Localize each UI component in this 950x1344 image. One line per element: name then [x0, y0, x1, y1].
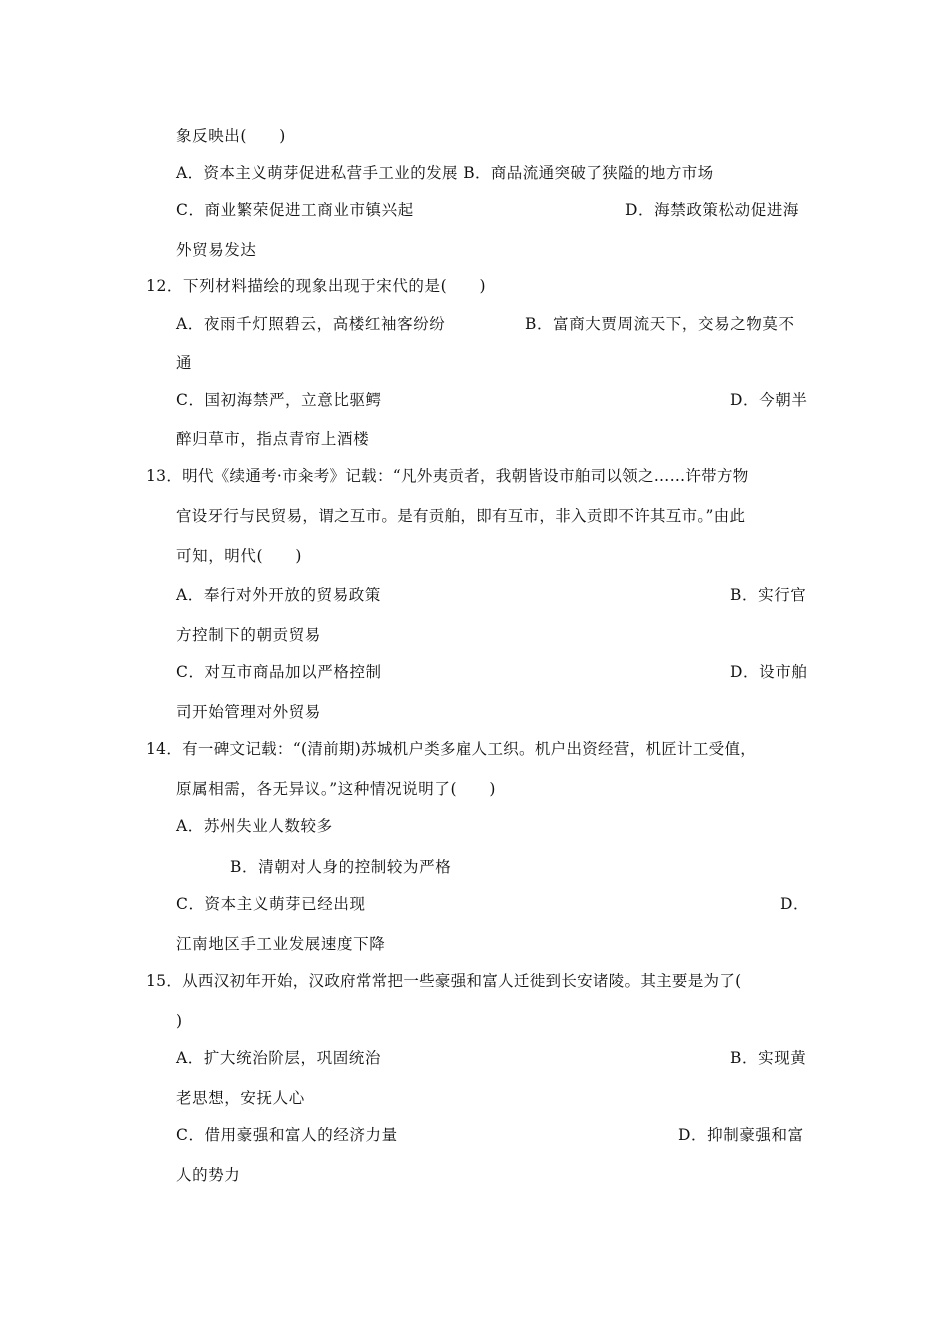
- q14-option-d-end: 江南地区手工业发展速度下降: [176, 935, 386, 953]
- q12-option-b-start: B．富商大贾周流天下，交易之物莫不: [525, 315, 795, 333]
- q11-option-d-start: D．海禁政策松动促进海: [625, 201, 800, 219]
- q13-option-d-end: 司开始管理对外贸易: [176, 703, 321, 721]
- q14-option-a: A．苏州失业人数较多: [176, 817, 333, 835]
- q13-stem-line3: 可知，明代( ): [176, 547, 302, 565]
- q15-stem-line2: ): [176, 1012, 183, 1030]
- q13-stem-line2: 官设牙行与民贸易，谓之互市。是有贡舶，即有互市，非入贡即不许其互市。”由此: [176, 507, 746, 525]
- q12-option-b-end: 通: [176, 354, 193, 372]
- q13-option-c: C．对互市商品加以严格控制: [176, 663, 382, 681]
- q13-stem-line1: 13．明代《续通考·市籴考》记载：“凡外夷贡者，我朝皆设市舶司以领之……许带方物: [146, 467, 749, 485]
- q15-option-b-start: B．实现黄: [730, 1049, 807, 1067]
- q15-option-a: A．扩大统治阶层，巩固统治: [176, 1049, 381, 1067]
- q14-stem-line1: 14．有一碑文记载：“(清前期)苏城机户类多雇人工织。机户出资经营，机匠计工受值，: [146, 740, 757, 758]
- q13-option-b-start: B．实行官: [730, 586, 807, 604]
- q13-option-d-start: D．设市舶: [730, 663, 808, 681]
- q13-option-a: A．奉行对外开放的贸易政策: [176, 586, 381, 604]
- q14-option-d-start: D．: [780, 895, 810, 913]
- q15-option-d-end: 人的势力: [176, 1166, 241, 1184]
- q12-option-d-end: 醉归草市，指点青帘上酒楼: [176, 430, 370, 448]
- q12-option-c: C．国初海禁严，立意比驱鳄: [176, 391, 382, 409]
- q15-option-b-end: 老思想，安抚人心: [176, 1089, 305, 1107]
- q13-option-b-end: 方控制下的朝贡贸易: [176, 626, 321, 644]
- q11-option-d-end: 外贸易发达: [176, 241, 257, 259]
- q14-stem-line2: 原属相需，各无异议。”这种情况说明了( ): [176, 780, 496, 798]
- q14-option-b: B．清朝对人身的控制较为严格: [230, 858, 452, 876]
- q15-option-d-start: D．抑制豪强和富: [678, 1126, 804, 1144]
- q11-option-c: C．商业繁荣促进工商业市镇兴起: [176, 201, 414, 219]
- q11-stem-end: 象反映出( ): [176, 127, 286, 145]
- q12-stem: 12．下列材料描绘的现象出现于宋代的是( ): [146, 277, 487, 295]
- q11-options-a-b: A．资本主义萌芽促进私营手工业的发展 B．商品流通突破了狭隘的地方市场: [176, 164, 714, 182]
- q15-stem-line1: 15．从西汉初年开始，汉政府常常把一些豪强和富人迁徙到长安诸陵。其主要是为了(: [146, 972, 742, 990]
- q12-option-a: A．夜雨千灯照碧云，高楼红袖客纷纷: [176, 315, 446, 333]
- q12-option-d-start: D．今朝半: [730, 391, 808, 409]
- q15-option-c: C．借用豪强和富人的经济力量: [176, 1126, 398, 1144]
- q14-option-c: C．资本主义萌芽已经出现: [176, 895, 366, 913]
